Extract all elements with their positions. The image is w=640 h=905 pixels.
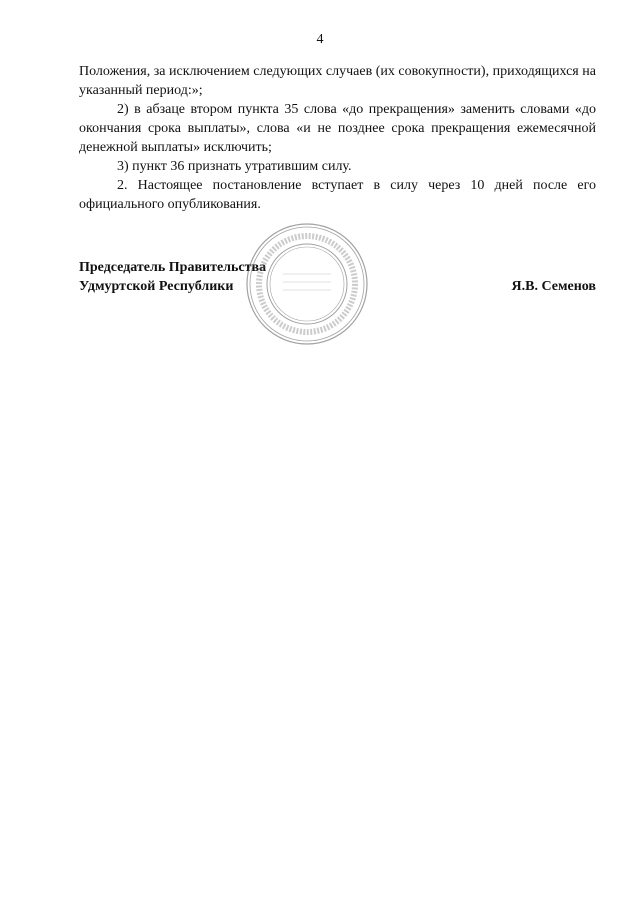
paragraph-continuation: Положения, за исключением следующих случаев (их совокупности), приходящихся на указанный период:»; — [79, 64, 596, 98]
document-body — [79, 62, 596, 214]
signatory-title-line2: Удмуртской Республики — [79, 279, 234, 294]
paragraph-item-3: 3) пункт 36 признать утратившим силу. — [117, 159, 352, 174]
signatory-title-line1: Председатель Правительства — [79, 260, 267, 275]
page-number: 4 — [316, 32, 324, 47]
paragraph-item-2: 2) в абзаце втором пункта 35 слова «до прекращения» заменить словами «до окончания срока выплаты», слова «и не позднее срока прекращения ежемесячной денежной выплаты» исключить; — [79, 102, 596, 155]
paragraph-clause-2: 2. Настоящее постановление вступает в силу через 10 дней после его официального опубликования. — [79, 178, 596, 212]
official-seal-stamp — [245, 222, 369, 346]
signatory-name: Я.В. Семенов — [511, 279, 596, 294]
